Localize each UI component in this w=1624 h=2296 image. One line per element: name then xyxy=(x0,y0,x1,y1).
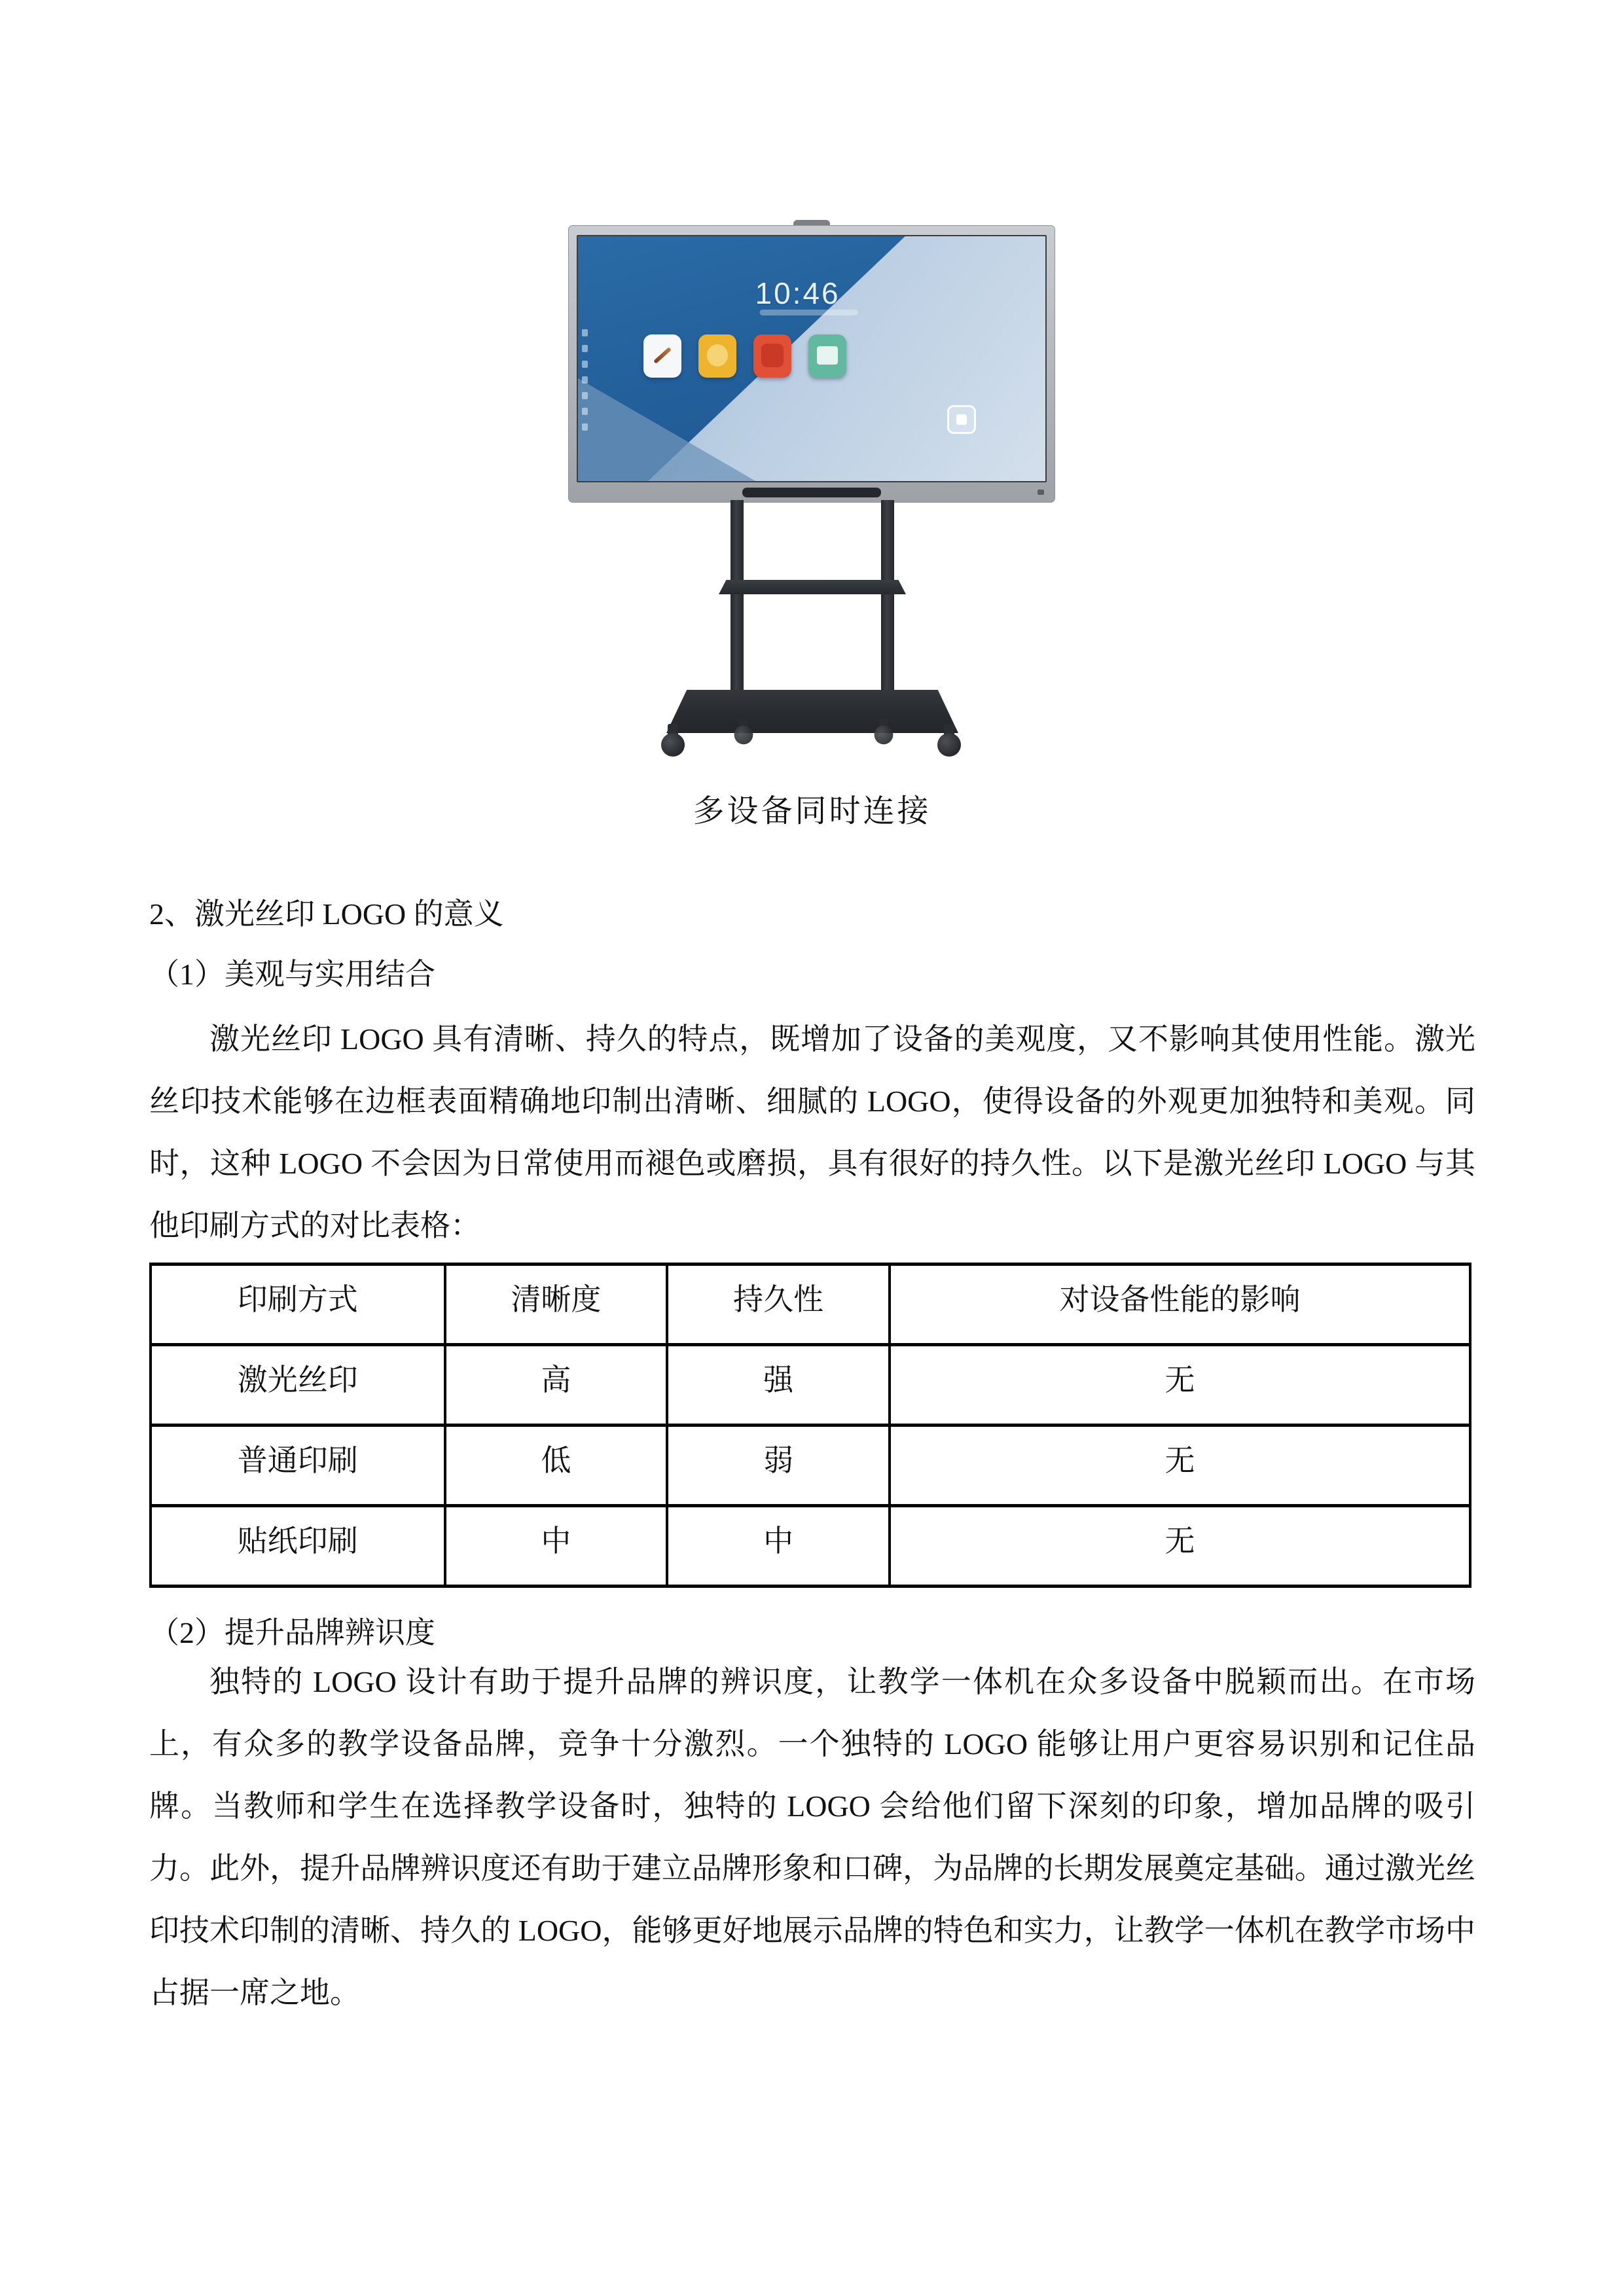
paragraph-2: 独特的 LOGO 设计有助于提升品牌的辨识度，让教学一体机在众多设备中脱颖而出。在市场上，有众多的教学设备品牌，竞争十分激烈。一个独特的 LOGO 能够让用户更容易识别和记住品牌。当教师和学生在选择教学设备时，独特的 LOGO 会给他们留下深刻的印象，增加品牌的吸引力。此外，提升品牌辨识度还有助于建立品牌形象和口碑，为品牌的长期发展奠定基础。通过激光丝印技术印制的清晰、持久的 LOGO，能够更好地展示品牌的特色和实力，让教学一体机在教学市场中占据一席之地。 xyxy=(149,1665,1475,2009)
column-header: 持久性 xyxy=(667,1265,890,1345)
table-cell: 中 xyxy=(445,1506,668,1587)
subsection-heading-2: （2）提升品牌辨识度 xyxy=(149,1616,435,1649)
stand-shelf xyxy=(719,580,906,594)
red-glyph-icon xyxy=(761,344,784,367)
app-icon-row xyxy=(643,334,846,378)
pen-glyph-icon xyxy=(653,347,672,364)
table-cell: 普通印刷 xyxy=(151,1426,445,1506)
section-heading: 2、激光丝印 LOGO 的意义 xyxy=(149,897,504,931)
column-header: 印刷方式 xyxy=(151,1265,445,1345)
table-cell: 无 xyxy=(890,1345,1470,1426)
table-row xyxy=(151,1506,1470,1587)
green-glyph-icon xyxy=(817,346,838,365)
table-cell: 低 xyxy=(445,1426,668,1506)
paragraph-1: 激光丝印 LOGO 具有清晰、持久的特点，既增加了设备的美观度，又不影响其使用性能。激光丝印技术能够在边框表面精确地印制出清晰、细腻的 LOGO，使得设备的外观更加独特和美观。同时，这种 LOGO 不会因为日常使用而褪色或磨损，具有很好的持久性。以下是激光丝印 LOGO 与其他印刷方式的对比表格： xyxy=(149,1022,1476,1242)
table-row xyxy=(151,1345,1470,1426)
interactive-panel xyxy=(568,225,1055,503)
table-cell: 中 xyxy=(667,1506,890,1587)
table-header-row xyxy=(151,1265,1470,1345)
caster-wheel xyxy=(733,718,754,745)
table-row xyxy=(151,1426,1470,1506)
figure-caption: 多设备同时连接 xyxy=(693,794,931,829)
column-header: 对设备性能的影响 xyxy=(890,1265,1470,1345)
screen-clock: 10:46 xyxy=(755,276,840,310)
side-button-strip xyxy=(582,329,588,431)
subsection-heading-1: （1）美观与实用结合 xyxy=(149,958,435,991)
column-header: 清晰度 xyxy=(445,1265,668,1345)
caster-wheel xyxy=(936,724,962,758)
stand-base xyxy=(666,690,958,733)
caster-wheel xyxy=(660,724,686,758)
caster-wheel xyxy=(873,718,894,745)
table-cell: 无 xyxy=(890,1426,1470,1506)
table-cell: 强 xyxy=(667,1345,890,1426)
red-app-icon xyxy=(753,334,791,378)
table-cell: 贴纸印刷 xyxy=(151,1506,445,1587)
table-cell: 无 xyxy=(890,1506,1470,1587)
product-photo xyxy=(568,220,1055,842)
assistive-touch-icon xyxy=(947,405,976,434)
table-cell: 激光丝印 xyxy=(151,1345,445,1426)
yellow-glyph-icon xyxy=(707,344,728,367)
frame-logo-mark xyxy=(1038,490,1044,495)
table-cell: 高 xyxy=(445,1345,668,1426)
table-cell: 弱 xyxy=(667,1426,890,1506)
yellow-app-icon xyxy=(698,334,736,378)
speaker-slot xyxy=(742,488,881,497)
panel-screen xyxy=(577,235,1047,482)
screen-date-blur xyxy=(760,310,858,315)
stand-pole-left xyxy=(731,500,744,704)
green-app-icon xyxy=(808,334,846,378)
stand-pole-right xyxy=(881,500,894,704)
comparison-table xyxy=(149,1263,1471,1588)
stylus-app-icon xyxy=(643,334,681,378)
